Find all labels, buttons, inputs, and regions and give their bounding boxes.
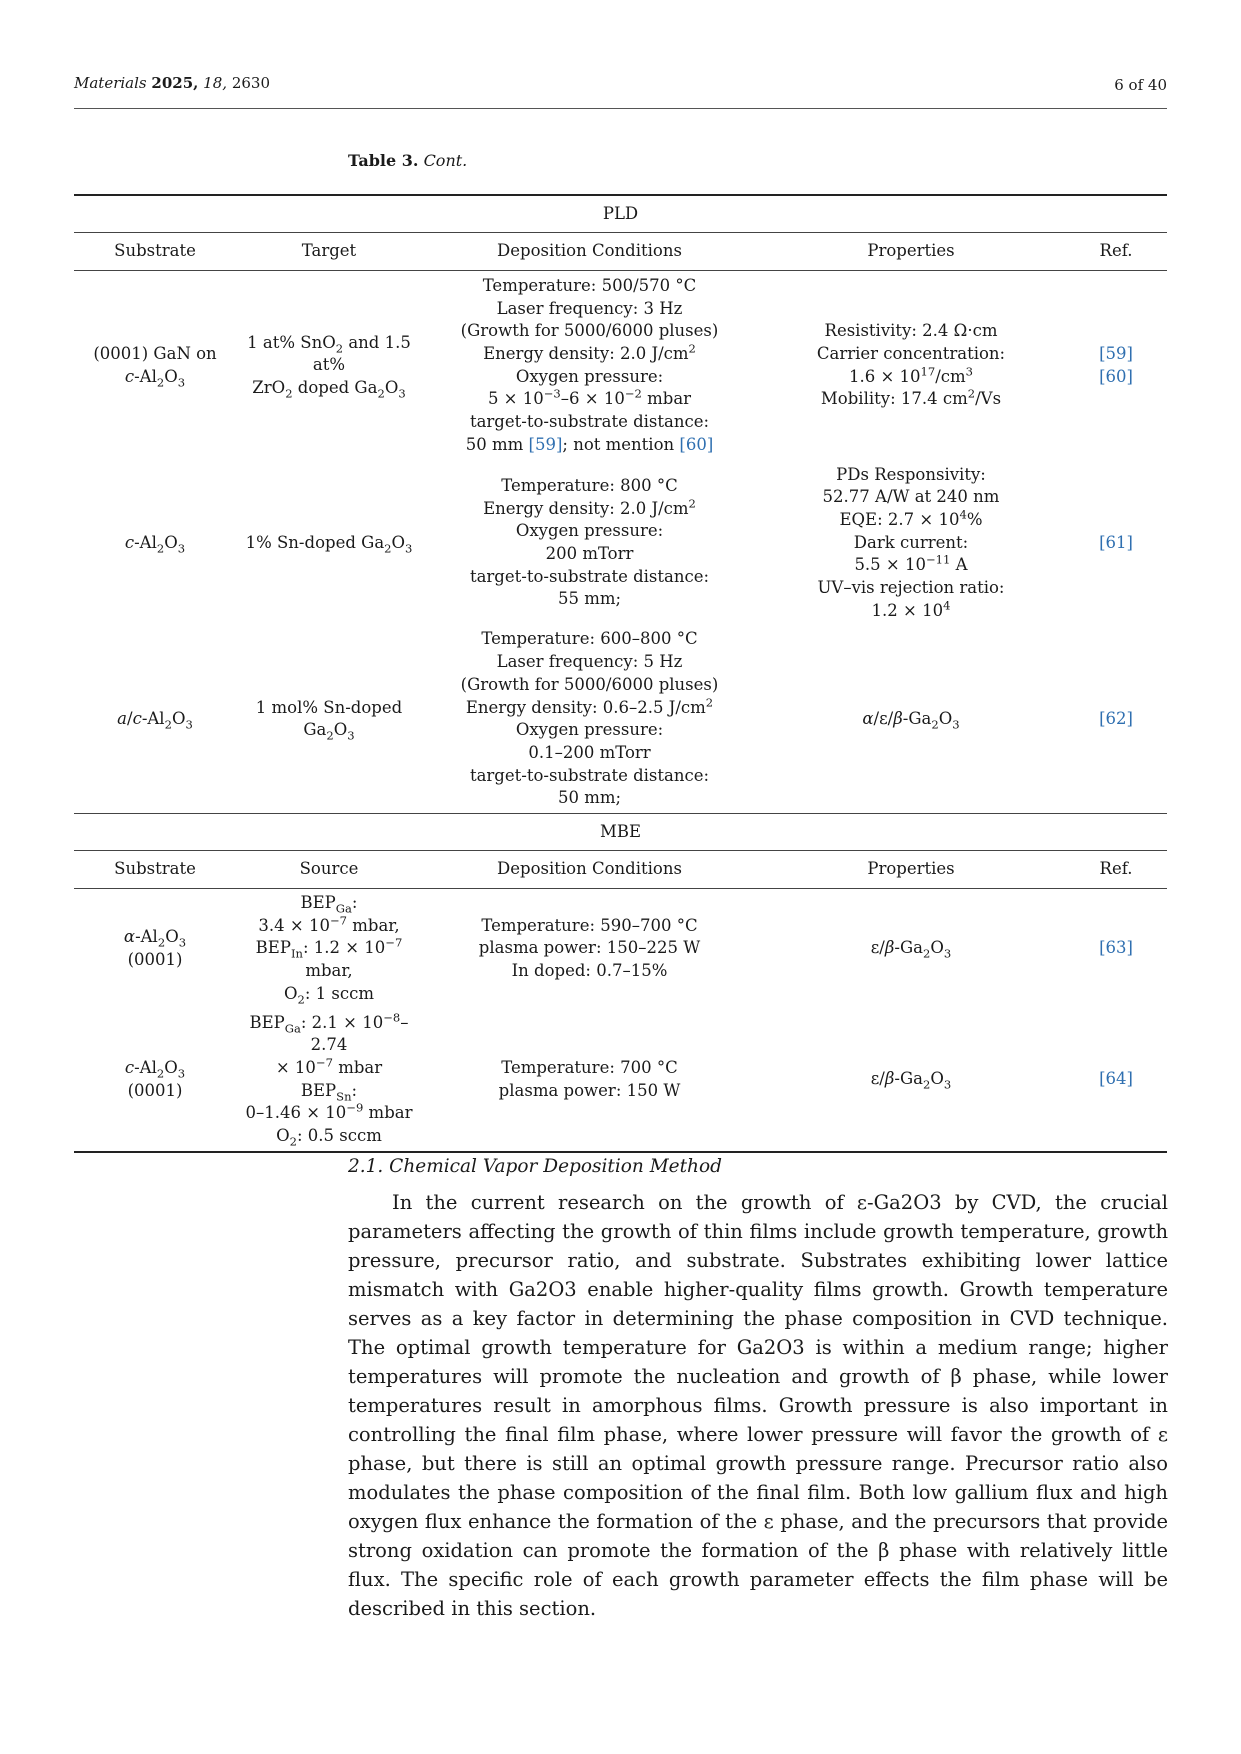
table-row (74, 625, 1167, 813)
pld-section-label: PLD (74, 195, 1167, 233)
journal-name: Materials (74, 74, 147, 92)
target-cell: 1 mol% Sn-doped $Ga_2O_3$ (255, 697, 403, 743)
ref-link[interactable]: [64] (1099, 1069, 1133, 1089)
ref-link[interactable]: [59] (528, 434, 563, 454)
ref-link[interactable]: [60] (679, 434, 714, 454)
col-header-source: Source (236, 851, 422, 889)
ref-cell (1065, 461, 1167, 626)
col-header-ref: Ref. (1065, 851, 1167, 889)
section-title: 2.1. Chemical Vapor Deposition Method (348, 1156, 722, 1177)
target-cell: 1 at% SnO$_2$ and 1.5 at% ZrO$_2$ doped $Ga_2O_3$ (247, 332, 411, 401)
properties-cell: $\alpha/\varepsilon/\beta-Ga_2O_3$ (862, 708, 960, 732)
target-cell: 1% Sn-doped $Ga_2O_3$ (245, 532, 413, 555)
body-paragraph (348, 1188, 1168, 1623)
properties-cell: $\varepsilon/\beta-Ga_2O_3$ (870, 938, 952, 961)
col-header-properties: Properties (757, 233, 1065, 271)
table-row (74, 271, 1167, 461)
table-row (74, 461, 1167, 626)
mbe-section-row (74, 814, 1167, 851)
mbe-header-row (74, 851, 1167, 889)
body-text: In the current research on the growth of ε-Ga2O3 by CVD, the crucial parameters affecting the growth of thin films include growth temperature, growth pressure, precursor ratio, and substrate. Substrates exhibiting lower lattice mismatch with Ga2O3 enable higher-quality films growth. Growth temperature serves as a key factor in determining the phase composition in CVD technique. The optimal growth temperature for Ga2O3 is within a medium range; higher temperatures will promote the nucleation and growth of β phase, while lower temperatures result in amorphous films. Growth pressure is also important in controlling the final film phase, where lower pressure will favor the growth of ε phase, but there is still an optimal growth pressure range. Precursor ratio also modulates the phase composition of the final film. Both low gallium flux and high oxygen flux enhance the formation of the ε phase, and the precursors that provide strong oxidation can promote the formation of the β phase with relatively little flux. The specific role of each growth parameter effects the film phase will be described in this section. (348, 1191, 1168, 1620)
substrate-cell: (0001) GaN on $c-Al_2O_3$ (93, 344, 217, 390)
journal-citation (74, 74, 270, 92)
ref-link[interactable]: [59] (1099, 344, 1133, 364)
ref-cell (1065, 625, 1167, 813)
properties-cell: Resistivity: 2.4 Ω·cm Carrier concentration: $1.6 \times 10^{17}/cm^3$ Mobility: 17.4 $cm^2/Vs$ (816, 321, 1006, 409)
ref-cell (1065, 889, 1167, 1009)
table-label: Table 3. (348, 151, 419, 170)
substrate-cell: $c-Al_2O_3$ (124, 532, 186, 555)
ref-cell (1065, 271, 1167, 461)
substrate-cell: $\alpha-Al_2O_3$ (0001) (123, 927, 187, 969)
substrate-cell: $a/c-Al_2O_3$ (117, 708, 193, 732)
table-row (74, 889, 1167, 1009)
deposition-table (74, 194, 1167, 1153)
article-number: 2630 (231, 74, 270, 92)
ref-cell (1065, 1009, 1167, 1152)
col-header-substrate: Substrate (74, 851, 236, 889)
mbe-section-label: MBE (74, 814, 1167, 851)
table-cont: Cont. (423, 151, 468, 170)
ref-link[interactable]: [61] (1099, 532, 1133, 552)
col-header-target: Target (236, 233, 422, 271)
ref-link[interactable]: [62] (1099, 708, 1133, 728)
col-header-substrate: Substrate (74, 233, 236, 271)
substrate-cell: $c-Al_2O_3$ (0001) (74, 1009, 236, 1152)
page-number: 6 of 40 (1114, 76, 1167, 94)
journal-year: 2025, (151, 74, 199, 92)
conditions-cell: Temperature: 600–800 °C Laser frequency: 5 Hz (Growth for 5000/6000 pluses) Energy density: 0.6–2.5 $J/cm^2$ Oxygen pressure: 0.1–200 mTorr target-to-substrate distance: 50 mm; (460, 629, 719, 808)
properties-cell: $\varepsilon/\beta-Ga_2O_3$ (757, 1009, 1065, 1152)
conditions-cell: Temperature: 800 °C Energy density: 2.0 $J/cm^2$ Oxygen pressure: 200 mTorr target-to-substrate distance: 55 mm; (469, 475, 710, 609)
ref-link[interactable]: [63] (1099, 938, 1133, 958)
properties-cell: PDs Responsivity: 52.77 A/W at 240 nm EQE: $2.7 \times 10^4\%$ Dark current: $5.5 \times 10^{-11}$ A UV–vis rejection ratio: $1.2 \times 10^4$ (817, 464, 1005, 620)
table-caption (348, 151, 467, 170)
col-header-deposition: Deposition Conditions (422, 233, 757, 271)
conditions-cell: Temperature: 700 °C plasma power: 150 W (422, 1009, 757, 1152)
source-cell: $BEP_{Ga}$: $2.1 \times 10^{-8}-2.74$ × $10^{-7}$ mbar $BEP_{Sn}$: $0-1.46 \times 10^{-9}$ mbar $O_2$: 0.5 sccm (236, 1009, 422, 1152)
journal-volume: 18, (203, 74, 228, 92)
col-header-ref: Ref. (1065, 233, 1167, 271)
source-cell: $BEP_{Ga}$: $3.4 \times 10^{-7}$ mbar, $BEP_{In}$: $1.2 \times 10^{-7}$ mbar, $O_2$: 1 sccm (255, 893, 403, 1007)
ref-link[interactable]: [60] (1099, 366, 1133, 386)
page-header (74, 70, 1167, 109)
conditions-cell: Temperature: 500/570 °C Laser frequency: 3 Hz (Growth for 5000/6000 pluses) Energy density: 2.0 $J/cm^2$ Oxygen pressure: $5 \times 10^{-3}-6 \times 10^{-2}$ mbar target-to-substrate distance: 50 mm [59]; not mention [60] (460, 275, 719, 454)
col-header-properties: Properties (757, 851, 1065, 889)
pld-section-row (74, 195, 1167, 233)
conditions-cell: Temperature: 590–700 °C plasma power: 150–225 W In doped: 0.7–15% (478, 915, 701, 981)
pld-header-row (74, 233, 1167, 271)
table-row (74, 1009, 1167, 1152)
col-header-deposition: Deposition Conditions (422, 851, 757, 889)
